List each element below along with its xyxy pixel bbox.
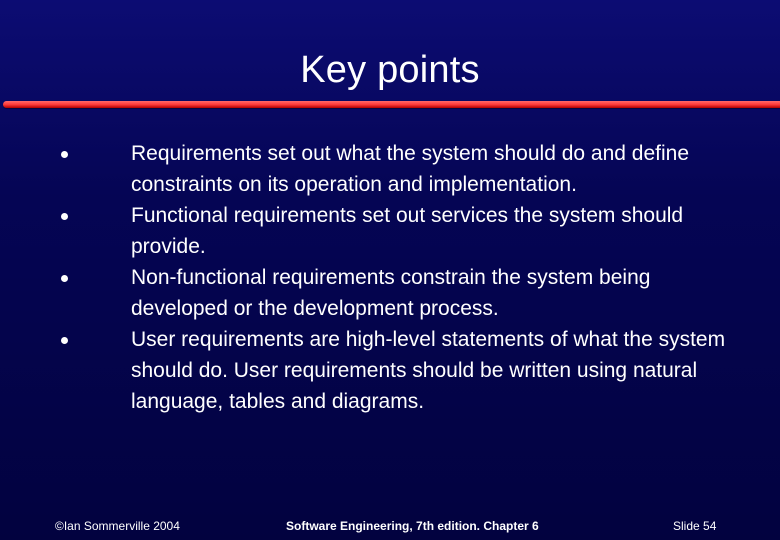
slide-title: Key points xyxy=(300,49,480,91)
bullet-item xyxy=(0,200,731,262)
slide-number: Slide 54 xyxy=(673,519,717,533)
title-divider xyxy=(3,101,780,108)
bullet-dot-icon xyxy=(61,275,68,282)
bullet-item xyxy=(0,324,731,417)
bullet-text: Non-functional requirements constrain the system being developed or the development process. xyxy=(131,266,651,320)
slide-footer xyxy=(0,518,780,534)
copyright-text: ©Ian Sommerville 2004 xyxy=(55,519,180,533)
bullet-item xyxy=(0,138,731,200)
bullet-text: User requirements are high-level statements of what the system should do. User requirements should be written using natural language, tables and diagrams. xyxy=(131,328,726,413)
bullet-dot-icon xyxy=(61,151,68,158)
bullet-dot-icon xyxy=(61,337,68,344)
bullet-item xyxy=(0,262,731,324)
bullet-text: Requirements set out what the system should do and define constraints on its operation and implementation. xyxy=(131,142,689,196)
course-title: Software Engineering, 7th edition. Chapter 6 xyxy=(286,519,539,533)
bullet-text: Functional requirements set out services the system should provide. xyxy=(131,204,684,258)
bullet-dot-icon xyxy=(61,213,68,220)
bullet-list xyxy=(0,138,780,417)
